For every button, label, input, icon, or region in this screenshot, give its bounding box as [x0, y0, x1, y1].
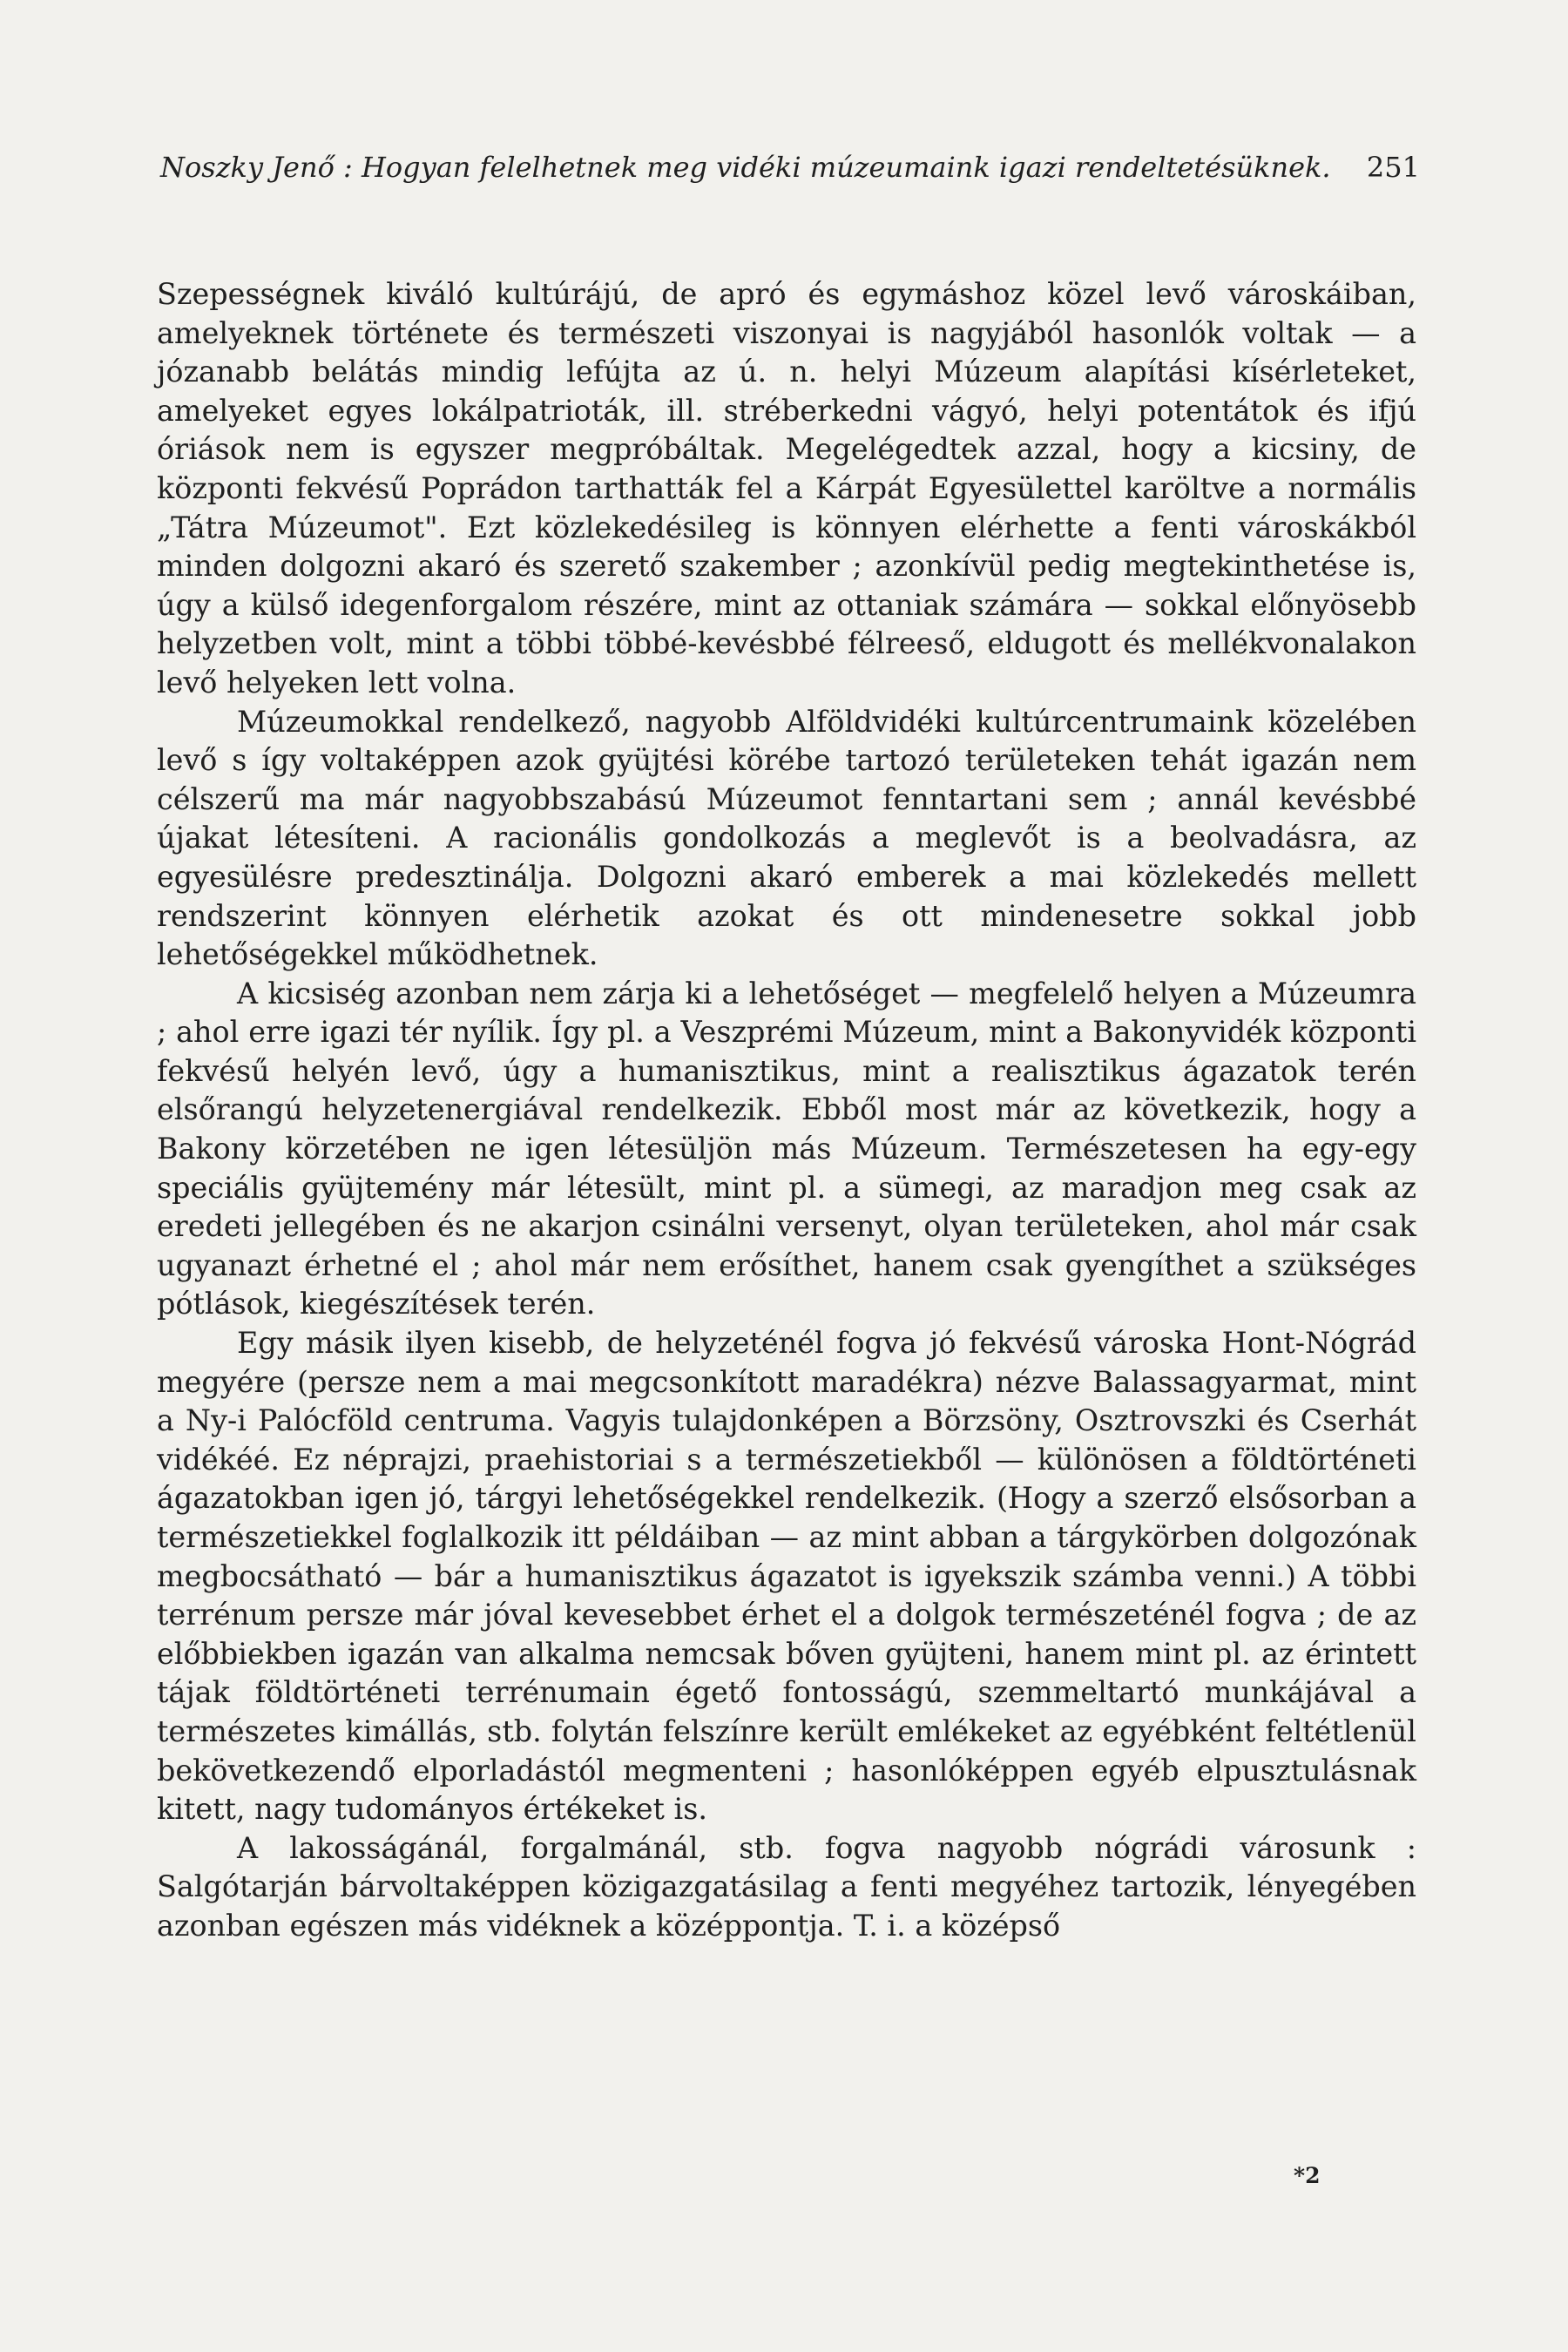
paragraph-2: Múzeumokkal rendelkező, nagyobb Alföldvidéki kultúrcentrumaink közelében levő s így voltaképpen azok gyüjtési körébe tartozó területeken tehát igazán nem célszerű ma már nagyobbszabású Múzeumot fenntartani sem ; annál kevésbbé újakat létesíteni. A racionális gondolkozás a meglevőt is a beolvadásra, az egyesülésre predesztinálja. Dolgozni akaró emberek a mai közlekedés mellett rendszerint könnyen elérhetik azokat és ott mindenesetre sokkal jobb lehetőségekkel működhetnek. — [157, 704, 1416, 972]
signature-mark: *2 — [1294, 2163, 1321, 2188]
paragraph-3: A kicsiség azonban nem zárja ki a lehetőséget — megfelelő helyen a Múzeumra ; ahol erre igazi tér nyílik. Így pl. a Veszprémi Múzeum, mint a Bakonyvidék központi fekvésű helyén levő, úgy a humanisztikus, mint a realisztikus ágazatok terén elsőrangú helyzetenergiával rendelkezik. Ebből most már az következik, hogy a Bakony körzetében ne igen létesüljön más Múzeum. Természetesen ha egy-egy speciális gyüjtemény már létesült, mint pl. a sümegi, az maradjon meg csak az eredeti jellegében és ne akarjon csinálni versenyt, olyan területeken, ahol már csak ugyanazt érhetné el ; ahol már nem erősíthet, hanem csak gyengíthet a szükséges pótlások, kiegészítések terén. — [157, 976, 1416, 1321]
body-text — [157, 275, 1416, 1946]
paragraph-1: Szepességnek kiváló kultúrájú, de apró és egymáshoz közel levő városkáiban, amelyeknek története és természeti viszonyai is nagyjából hasonlók voltak — a józanabb belátás mindig lefújta az ú. n. helyi Múzeum alapítási kísérleteket, amelyeket egyes lokálpatrioták, ill. stréberkedni vágyó, helyi potentátok és ifjú óriások nem is egyszer megpróbáltak. Megelégedtek azzal, hogy a kicsiny, de központi fekvésű Poprádon tarthatták fel a Kárpát Egyesülettel karöltve a normális „Tátra Múzeumot". Ezt közlekedésileg is könnyen elérhette a fenti városkákból minden dolgozni akaró és szerető szakember ; azonkívül pedig megtekinthetése is, úgy a külső idegenforgalom részére, mint az ottaniak számára — sokkal előnyösebb helyzetben volt, mint a többi többé-kevésbbé félreeső, eldugott és mellékvonalakon levő helyeken lett volna. — [157, 277, 1416, 700]
running-title: Noszky Jenő : Hogyan felelhetnek meg vidéki múzeumaink igazi rendeltetésüknek. — [160, 151, 1331, 184]
running-head — [160, 148, 1420, 186]
page-number: 251 — [1366, 151, 1420, 184]
paragraph-5: A lakosságánál, forgalmánál, stb. fogva nagyobb nógrádi városunk : Salgótarján bárvoltaképpen közigazgatásilag a fenti megyéhez tartozik, lényegében azonban egészen más vidéknek a középpontja. T. i. a középső — [157, 1830, 1416, 1943]
paragraph-4: Egy másik ilyen kisebb, de helyzeténél fogva jó fekvésű városka Hont-Nógrád megyére (persze nem a mai megcsonkított maradékra) nézve Balassagyarmat, mint a Ny-i Palócföld centruma. Vagyis tulajdonképen a Börzsöny, Osztrovszki és Cserhát vidékéé. Ez néprajzi, praehistoriai s a természetiekből — különösen a földtörténeti ágazatokban igen jó, tárgyi lehetőségekkel rendelkezik. (Hogy a szerző elsősorban a természetiekkel foglalkozik itt példáiban — az mint abban a tárgykörben dolgozónak megbocsátható — bár a humanisztikus ágazatot is igyekszik számba venni.) A többi terrénum persze már jóval kevesebbet érhet el a dolgok természeténél fogva ; de az előbbiekben igazán van alkalma nemcsak bőven gyüjteni, hanem mint pl. az érintett tájak földtörténeti terrénumain égető fontosságú, szemmeltartó munkájával a természetes kimállás, stb. folytán felszínre került emlékeket az egyébként feltétlenül bekövetkezendő elporladástól megmenteni ; hasonlóképpen egyéb elpusztulásnak kitett, nagy tudományos értékeket is. — [157, 1326, 1416, 1827]
